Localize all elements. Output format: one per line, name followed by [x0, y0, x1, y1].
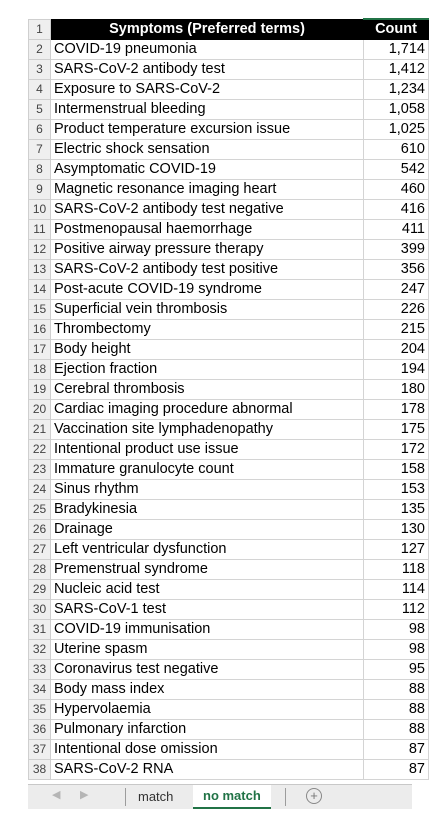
table-row	[29, 140, 429, 160]
term-cell[interactable]: Electric shock sensation	[51, 140, 364, 160]
row-header[interactable]: 24	[29, 480, 51, 500]
term-cell[interactable]: Intentional dose omission	[51, 740, 364, 760]
row-header[interactable]: 22	[29, 440, 51, 460]
term-cell[interactable]: Vaccination site lymphadenopathy	[51, 420, 364, 440]
count-cell[interactable]: 247	[364, 280, 429, 300]
term-cell[interactable]: SARS-CoV-2 antibody test positive	[51, 260, 364, 280]
row-header[interactable]: 13	[29, 260, 51, 280]
term-cell[interactable]: Body mass index	[51, 680, 364, 700]
row-header[interactable]: 29	[29, 580, 51, 600]
header-cell-term[interactable]: Symptoms (Preferred terms)	[51, 19, 364, 40]
scroll-tabs-right-icon[interactable]: ▶	[80, 789, 89, 801]
row-header[interactable]: 15	[29, 300, 51, 320]
table-row	[29, 420, 429, 440]
term-cell[interactable]: Magnetic resonance imaging heart	[51, 180, 364, 200]
count-cell[interactable]: 1,234	[364, 80, 429, 100]
count-cell[interactable]: 460	[364, 180, 429, 200]
count-cell[interactable]: 215	[364, 320, 429, 340]
count-cell[interactable]: 112	[364, 600, 429, 620]
spreadsheet-grid	[28, 18, 429, 780]
term-cell[interactable]: COVID-19 pneumonia	[51, 40, 364, 60]
table-row	[29, 600, 429, 620]
count-cell[interactable]: 98	[364, 620, 429, 640]
table-row	[29, 440, 429, 460]
term-cell[interactable]: Bradykinesia	[51, 500, 364, 520]
row-header[interactable]: 21	[29, 420, 51, 440]
table-row	[29, 80, 429, 100]
table-row	[29, 740, 429, 760]
tab-no-match[interactable]: no match	[193, 785, 271, 809]
term-cell[interactable]: SARS-CoV-2 antibody test	[51, 60, 364, 80]
term-cell[interactable]: Pulmonary infarction	[51, 720, 364, 740]
count-cell[interactable]: 87	[364, 740, 429, 760]
term-cell[interactable]: Product temperature excursion issue	[51, 120, 364, 140]
term-cell[interactable]: Superficial vein thrombosis	[51, 300, 364, 320]
term-cell[interactable]: Cardiac imaging procedure abnormal	[51, 400, 364, 420]
count-cell[interactable]: 88	[364, 720, 429, 740]
row-header[interactable]: 37	[29, 740, 51, 760]
row-header[interactable]: 34	[29, 680, 51, 700]
term-cell[interactable]: Exposure to SARS-CoV-2	[51, 80, 364, 100]
table-row	[29, 460, 429, 480]
count-cell[interactable]: 1,714	[364, 40, 429, 60]
table-row	[29, 580, 429, 600]
count-cell[interactable]: 542	[364, 160, 429, 180]
table-row	[29, 720, 429, 740]
row-header[interactable]: 27	[29, 540, 51, 560]
count-cell[interactable]: 610	[364, 140, 429, 160]
term-cell[interactable]: Premenstrual syndrome	[51, 560, 364, 580]
row-header[interactable]: 23	[29, 460, 51, 480]
row-header[interactable]: 35	[29, 700, 51, 720]
table-row	[29, 40, 429, 60]
row-header[interactable]: 6	[29, 120, 51, 140]
row-header[interactable]: 26	[29, 520, 51, 540]
table-row	[29, 520, 429, 540]
count-cell[interactable]: 95	[364, 660, 429, 680]
term-cell[interactable]: Drainage	[51, 520, 364, 540]
term-cell[interactable]: Positive airway pressure therapy	[51, 240, 364, 260]
table-row	[29, 60, 429, 80]
row-header[interactable]: 2	[29, 40, 51, 60]
term-cell[interactable]: COVID-19 immunisation	[51, 620, 364, 640]
table-row	[29, 680, 429, 700]
table-row	[29, 280, 429, 300]
tab-separator	[125, 788, 126, 806]
row-header[interactable]: 3	[29, 60, 51, 80]
count-cell[interactable]: 178	[364, 400, 429, 420]
table-row	[29, 260, 429, 280]
row-header[interactable]: 10	[29, 200, 51, 220]
tab-match[interactable]: match	[138, 789, 174, 804]
term-cell[interactable]: Postmenopausal haemorrhage	[51, 220, 364, 240]
row-header[interactable]: 14	[29, 280, 51, 300]
count-cell[interactable]: 1,025	[364, 120, 429, 140]
grid-body	[29, 19, 429, 780]
table-row	[29, 100, 429, 120]
table-row	[29, 480, 429, 500]
table-row	[29, 220, 429, 240]
table-row	[29, 180, 429, 200]
count-cell[interactable]: 180	[364, 380, 429, 400]
row-header[interactable]: 5	[29, 100, 51, 120]
count-cell[interactable]: 98	[364, 640, 429, 660]
count-cell[interactable]: 172	[364, 440, 429, 460]
header-cell-count[interactable]: Count	[364, 19, 429, 40]
row-header[interactable]: 32	[29, 640, 51, 660]
row-header[interactable]: 30	[29, 600, 51, 620]
term-cell[interactable]: Uterine spasm	[51, 640, 364, 660]
table-row	[29, 660, 429, 680]
term-cell[interactable]: Nucleic acid test	[51, 580, 364, 600]
row-header[interactable]: 36	[29, 720, 51, 740]
count-cell[interactable]: 356	[364, 260, 429, 280]
term-cell[interactable]: Sinus rhythm	[51, 480, 364, 500]
count-cell[interactable]: 158	[364, 460, 429, 480]
row-header[interactable]: 25	[29, 500, 51, 520]
count-cell[interactable]: 88	[364, 680, 429, 700]
count-cell[interactable]: 130	[364, 520, 429, 540]
row-header[interactable]: 31	[29, 620, 51, 640]
row-header[interactable]: 12	[29, 240, 51, 260]
term-cell[interactable]: SARS-CoV-2 RNA	[51, 760, 364, 780]
table-row	[29, 540, 429, 560]
table-row	[29, 360, 429, 380]
count-cell[interactable]: 1,058	[364, 100, 429, 120]
term-cell[interactable]: Intentional product use issue	[51, 440, 364, 460]
count-cell[interactable]: 226	[364, 300, 429, 320]
term-cell[interactable]: Post-acute COVID-19 syndrome	[51, 280, 364, 300]
scroll-tabs-left-icon[interactable]: ◀	[52, 789, 61, 801]
row-header[interactable]: 17	[29, 340, 51, 360]
count-cell[interactable]: 153	[364, 480, 429, 500]
term-cell[interactable]: Coronavirus test negative	[51, 660, 364, 680]
table-row	[29, 120, 429, 140]
table-row	[29, 300, 429, 320]
count-cell[interactable]: 204	[364, 340, 429, 360]
term-cell[interactable]: Cerebral thrombosis	[51, 380, 364, 400]
term-cell[interactable]: Asymptomatic COVID-19	[51, 160, 364, 180]
table-row	[29, 760, 429, 780]
count-cell[interactable]: 1,412	[364, 60, 429, 80]
term-cell[interactable]: Thrombectomy	[51, 320, 364, 340]
row-header[interactable]: 33	[29, 660, 51, 680]
count-cell[interactable]: 87	[364, 760, 429, 780]
table-row	[29, 560, 429, 580]
count-cell[interactable]: 118	[364, 560, 429, 580]
term-cell[interactable]: SARS-CoV-1 test	[51, 600, 364, 620]
count-cell[interactable]: 175	[364, 420, 429, 440]
row-header[interactable]: 28	[29, 560, 51, 580]
row-header[interactable]: 9	[29, 180, 51, 200]
table-row	[29, 640, 429, 660]
term-cell[interactable]: Intermenstrual bleeding	[51, 100, 364, 120]
row-header[interactable]: 11	[29, 220, 51, 240]
count-cell[interactable]: 135	[364, 500, 429, 520]
table-row	[29, 380, 429, 400]
term-cell[interactable]: Immature granulocyte count	[51, 460, 364, 480]
row-header[interactable]: 18	[29, 360, 51, 380]
row-header[interactable]: 20	[29, 400, 51, 420]
count-cell[interactable]: 416	[364, 200, 429, 220]
header-row	[29, 19, 429, 40]
term-cell[interactable]: SARS-CoV-2 antibody test negative	[51, 200, 364, 220]
count-cell[interactable]: 88	[364, 700, 429, 720]
table-row	[29, 320, 429, 340]
count-cell[interactable]: 127	[364, 540, 429, 560]
term-cell[interactable]: Body height	[51, 340, 364, 360]
row-header[interactable]: 16	[29, 320, 51, 340]
row-header[interactable]: 1	[29, 19, 51, 40]
row-header[interactable]: 8	[29, 160, 51, 180]
table-row	[29, 620, 429, 640]
tab-separator	[285, 788, 286, 806]
table-row	[29, 400, 429, 420]
table-row	[29, 340, 429, 360]
table-row	[29, 500, 429, 520]
count-cell[interactable]: 399	[364, 240, 429, 260]
add-sheet-icon[interactable]: +	[306, 788, 322, 804]
table-row	[29, 160, 429, 180]
row-header[interactable]: 4	[29, 80, 51, 100]
term-cell[interactable]: Left ventricular dysfunction	[51, 540, 364, 560]
count-cell[interactable]: 114	[364, 580, 429, 600]
table-row	[29, 700, 429, 720]
table-row	[29, 240, 429, 260]
count-cell[interactable]: 411	[364, 220, 429, 240]
term-cell[interactable]: Ejection fraction	[51, 360, 364, 380]
count-cell[interactable]: 194	[364, 360, 429, 380]
row-header[interactable]: 7	[29, 140, 51, 160]
row-header[interactable]: 19	[29, 380, 51, 400]
table-row	[29, 200, 429, 220]
row-header[interactable]: 38	[29, 760, 51, 780]
term-cell[interactable]: Hypervolaemia	[51, 700, 364, 720]
sheet-tab-bar	[28, 784, 412, 809]
